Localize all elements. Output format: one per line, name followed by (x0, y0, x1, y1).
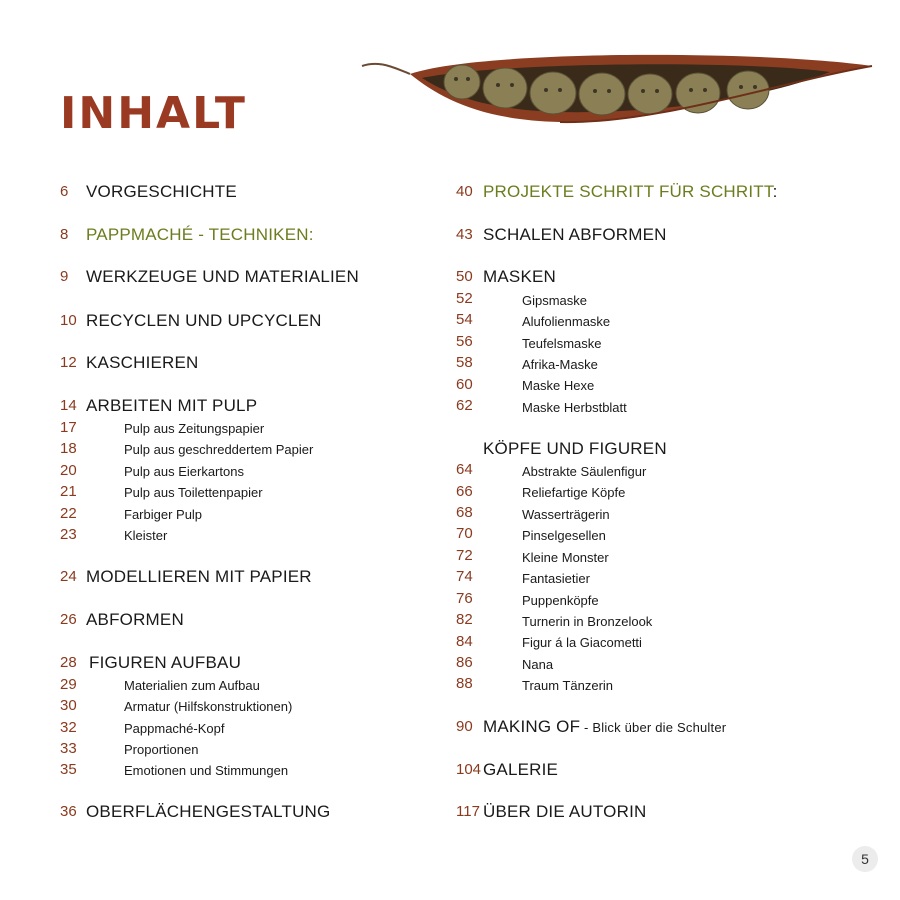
section-title: ARBEITEN MIT PULP (86, 396, 258, 415)
page-number-ref: 8 (60, 226, 69, 243)
section-title: PROJEKTE SCHRITT FÜR SCHRITT (483, 182, 773, 201)
section-subtitle: - Blick über die Schulter (580, 720, 727, 735)
page-number-ref: 86 (456, 654, 473, 671)
page-number-ref: 62 (456, 397, 473, 414)
subsection-title: Pulp aus Toilettenpapier (124, 485, 263, 500)
page-number-ref: 9 (60, 268, 69, 285)
page-number-ref: 60 (456, 376, 473, 393)
section-title: KÖPFE UND FIGUREN (483, 439, 667, 458)
subsection-title: Farbiger Pulp (124, 507, 203, 522)
section-title: GALERIE (483, 760, 559, 779)
page-number-ref: 56 (456, 333, 473, 350)
page-number-ref: 21 (60, 483, 77, 500)
page-number-ref: 35 (60, 761, 77, 778)
subsection-title: Kleine Monster (522, 550, 609, 565)
section-title: MODELLIEREN MIT PAPIER (86, 567, 312, 586)
section-title: ABFORMEN (86, 610, 184, 629)
page-number-ref: 76 (456, 590, 473, 607)
page-number-ref: 18 (60, 440, 77, 457)
page-number-ref: 82 (456, 611, 473, 628)
page-number-ref: 33 (60, 740, 77, 757)
subsection-title: Fantasietier (522, 571, 590, 586)
page-number-ref: 43 (456, 226, 473, 243)
page-number-ref: 84 (456, 633, 473, 650)
page-number-ref: 58 (456, 354, 473, 371)
page-number-ref: 66 (456, 483, 473, 500)
page-number-ref: 28 (60, 654, 77, 671)
section-title: KASCHIEREN (86, 353, 199, 372)
pea-pod-faces-image (360, 52, 875, 132)
section-title: RECYCLEN UND UPCYCLEN (86, 311, 322, 330)
subsection-title: Pulp aus Zeitungspapier (124, 421, 265, 436)
page-number-ref: 12 (60, 354, 77, 371)
subsection-title: Gipsmaske (522, 293, 588, 308)
page-number-ref: 40 (456, 183, 473, 200)
page-number-ref: 20 (60, 462, 77, 479)
page-number-ref: 104 (456, 761, 482, 778)
page-number-ref: 22 (60, 505, 77, 522)
subsection-title: Reliefartige Köpfe (522, 485, 626, 500)
subsection-title: Alufolienmaske (522, 314, 611, 329)
page-number-ref: 52 (456, 290, 473, 307)
page-number-ref: 29 (60, 676, 77, 693)
section-title: VORGESCHICHTE (86, 182, 237, 201)
page-number-ref: 54 (456, 311, 473, 328)
section-title-suffix: : (772, 182, 778, 201)
section-title: MAKING OF (483, 717, 581, 736)
page-number-ref: 14 (60, 397, 77, 414)
subsection-title: Pappmaché-Kopf (124, 721, 225, 736)
page-number-ref: 30 (60, 697, 77, 714)
page-number-ref: 32 (60, 719, 77, 736)
page-number-ref: 64 (456, 461, 473, 478)
subsection-title: Emotionen und Stimmungen (124, 763, 289, 778)
page-number-ref: 50 (456, 268, 473, 285)
page-number-ref: 88 (456, 675, 473, 692)
page-number-badge: 5 (852, 846, 878, 872)
section-title: FIGUREN AUFBAU (89, 653, 242, 672)
subsection-title: Traum Tänzerin (522, 678, 614, 693)
section-title: WERKZEUGE UND MATERIALIEN (86, 267, 359, 286)
subsection-title: Wasserträgerin (522, 507, 610, 522)
page-number-ref: 72 (456, 547, 473, 564)
subsection-title: Abstrakte Säulenfigur (522, 464, 647, 479)
page-number-ref: 36 (60, 803, 77, 820)
page-number-ref: 24 (60, 568, 77, 585)
page-number-ref: 68 (456, 504, 473, 521)
subsection-title: Maske Herbstblatt (522, 400, 627, 415)
page-number-ref: 117 (456, 803, 480, 820)
page-number-ref: 23 (60, 526, 77, 543)
section-title: OBERFLÄCHENGESTALTUNG (86, 802, 331, 821)
subsection-title: Pulp aus geschreddertem Papier (124, 442, 314, 457)
subsection-title: Pulp aus Eierkartons (124, 464, 244, 479)
page-number-ref: 70 (456, 525, 473, 542)
subsection-title: Pinselgesellen (522, 528, 606, 543)
subsection-title: Kleister (124, 528, 168, 543)
page-number-ref: 17 (60, 419, 77, 436)
page-number-ref: 26 (60, 611, 77, 628)
subsection-title: Puppenköpfe (522, 593, 599, 608)
section-title: PAPPMACHÉ - TECHNIKEN: (86, 225, 314, 244)
page-number-ref: 10 (60, 312, 77, 329)
subsection-title: Nana (522, 657, 554, 672)
subsection-title: Materialien zum Aufbau (124, 678, 260, 693)
subsection-title: Maske Hexe (522, 378, 595, 393)
page-number-ref: 74 (456, 568, 473, 585)
subsection-title: Turnerin in Bronzelook (522, 614, 653, 629)
subsection-title: Proportionen (124, 742, 199, 757)
subsection-title: Armatur (Hilfskonstruktionen) (124, 699, 293, 714)
section-title: ÜBER DIE AUTORIN (483, 802, 647, 821)
page-number-ref: 90 (456, 718, 473, 735)
page-title: INHALT (60, 88, 247, 139)
subsection-title: Afrika-Maske (522, 357, 598, 372)
subsection-title: Teufelsmaske (522, 336, 602, 351)
section-title: MASKEN (483, 267, 556, 286)
section-title: SCHALEN ABFORMEN (483, 225, 667, 244)
page-number-ref: 6 (60, 183, 69, 200)
subsection-title: Figur á la Giacometti (522, 635, 642, 650)
